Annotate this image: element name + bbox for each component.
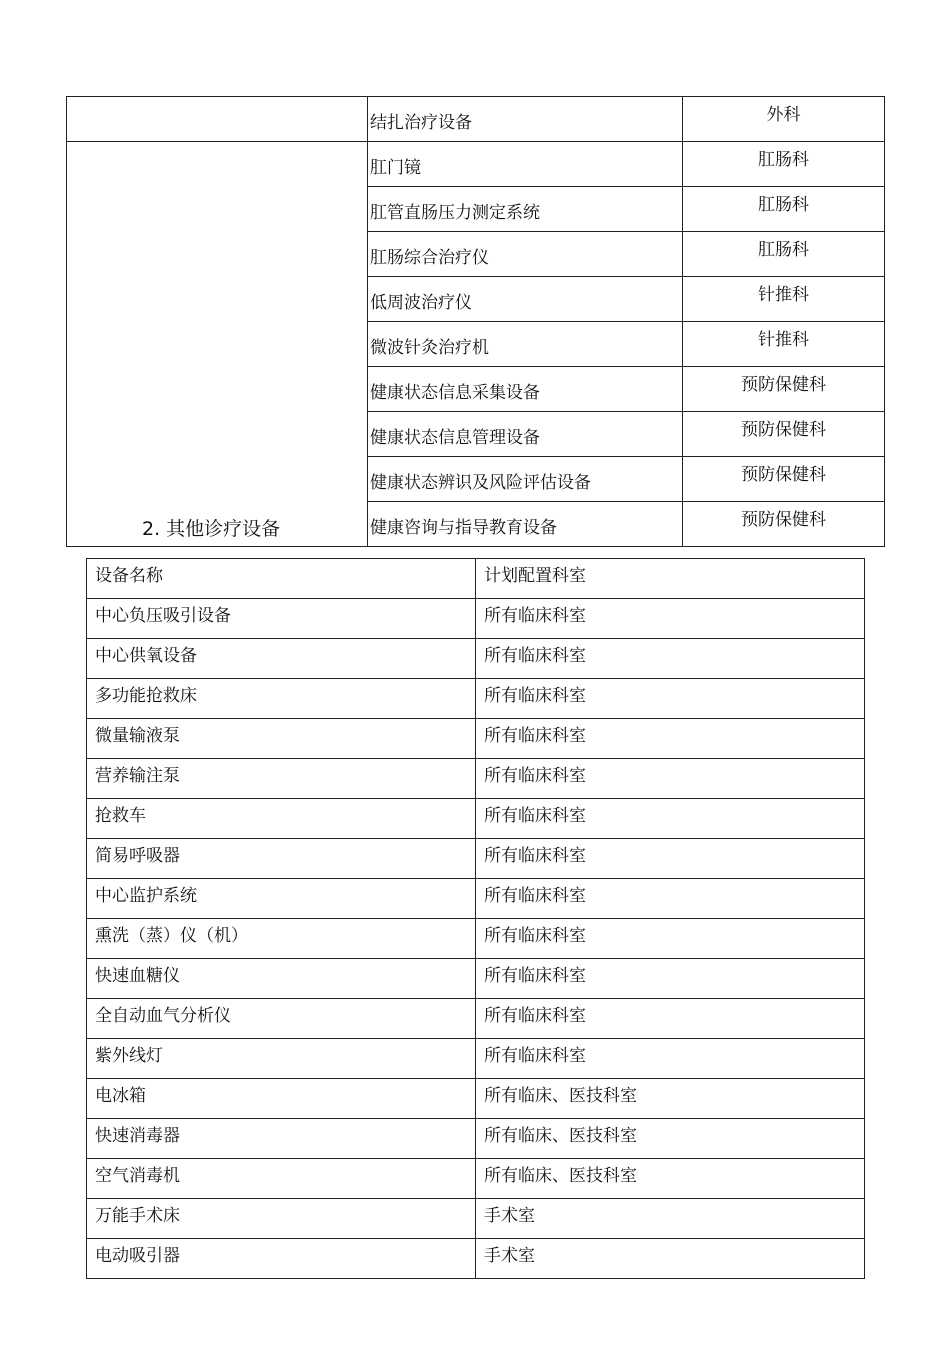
equipment-name: 中心供氧设备 (87, 639, 476, 679)
other-equipment-table (86, 558, 865, 1279)
equipment-name: 肛门镜 (368, 142, 683, 187)
department: 所有临床科室 (476, 639, 865, 679)
department: 所有临床科室 (476, 1039, 865, 1079)
equipment-name: 微波针灸治疗机 (368, 322, 683, 367)
table-header-row (87, 559, 865, 599)
table-row (87, 1199, 865, 1239)
equipment-table-continued (66, 96, 885, 547)
equipment-name: 低周波治疗仪 (368, 277, 683, 322)
table-row (87, 759, 865, 799)
equipment-name: 肛管直肠压力测定系统 (368, 187, 683, 232)
table-row (87, 1039, 865, 1079)
department: 所有临床科室 (476, 679, 865, 719)
department: 预防保健科 (683, 412, 885, 457)
department: 针推科 (683, 277, 885, 322)
equipment-name: 健康咨询与指导教育设备 (368, 502, 683, 547)
equipment-name: 万能手术床 (87, 1199, 476, 1239)
department: 所有临床科室 (476, 839, 865, 879)
table-row (87, 839, 865, 879)
table-row (87, 719, 865, 759)
equipment-name: 多功能抢救床 (87, 679, 476, 719)
table-row (67, 97, 885, 142)
table-row (87, 959, 865, 999)
department: 所有临床、医技科室 (476, 1079, 865, 1119)
table-row (87, 879, 865, 919)
column-header-equipment-name: 设备名称 (87, 559, 476, 599)
table-row (87, 799, 865, 839)
department: 所有临床科室 (476, 879, 865, 919)
department: 预防保健科 (683, 457, 885, 502)
table-row (87, 1239, 865, 1279)
equipment-name: 健康状态信息管理设备 (368, 412, 683, 457)
table-row (87, 999, 865, 1039)
department: 所有临床科室 (476, 799, 865, 839)
equipment-name: 全自动血气分析仪 (87, 999, 476, 1039)
department: 所有临床科室 (476, 719, 865, 759)
department: 所有临床科室 (476, 759, 865, 799)
equipment-name: 健康状态辨识及风险评估设备 (368, 457, 683, 502)
department: 所有临床科室 (476, 999, 865, 1039)
equipment-name: 紫外线灯 (87, 1039, 476, 1079)
equipment-name: 电冰箱 (87, 1079, 476, 1119)
department: 手术室 (476, 1199, 865, 1239)
column-header-planned-department: 计划配置科室 (476, 559, 865, 599)
department: 肛肠科 (683, 232, 885, 277)
section-heading: 2. 其他诊疗设备 (142, 518, 281, 540)
equipment-name: 快速血糖仪 (87, 959, 476, 999)
equipment-name: 快速消毒器 (87, 1119, 476, 1159)
table-row (87, 679, 865, 719)
department: 所有临床科室 (476, 959, 865, 999)
department: 所有临床科室 (476, 919, 865, 959)
department: 所有临床、医技科室 (476, 1119, 865, 1159)
department: 针推科 (683, 322, 885, 367)
table-row (87, 919, 865, 959)
equipment-name: 健康状态信息采集设备 (368, 367, 683, 412)
equipment-name: 微量输液泵 (87, 719, 476, 759)
table-row (87, 599, 865, 639)
equipment-name: 电动吸引器 (87, 1239, 476, 1279)
table-row (87, 1079, 865, 1119)
department: 预防保健科 (683, 502, 885, 547)
equipment-name: 中心监护系统 (87, 879, 476, 919)
table-row (87, 639, 865, 679)
department: 所有临床科室 (476, 599, 865, 639)
category-cell (67, 97, 368, 142)
equipment-name: 肛肠综合治疗仪 (368, 232, 683, 277)
department: 预防保健科 (683, 367, 885, 412)
equipment-name: 抢救车 (87, 799, 476, 839)
equipment-name: 空气消毒机 (87, 1159, 476, 1199)
category-cell (67, 142, 368, 547)
equipment-name: 中心负压吸引设备 (87, 599, 476, 639)
table-row (87, 1159, 865, 1199)
equipment-name: 简易呼吸器 (87, 839, 476, 879)
department: 手术室 (476, 1239, 865, 1279)
table-row (87, 1119, 865, 1159)
equipment-name: 熏洗（蒸）仪（机） (87, 919, 476, 959)
table-row (67, 142, 885, 187)
equipment-name: 营养输注泵 (87, 759, 476, 799)
department: 肛肠科 (683, 187, 885, 232)
department: 所有临床、医技科室 (476, 1159, 865, 1199)
department: 外科 (683, 97, 885, 142)
equipment-name: 结扎治疗设备 (368, 97, 683, 142)
department: 肛肠科 (683, 142, 885, 187)
